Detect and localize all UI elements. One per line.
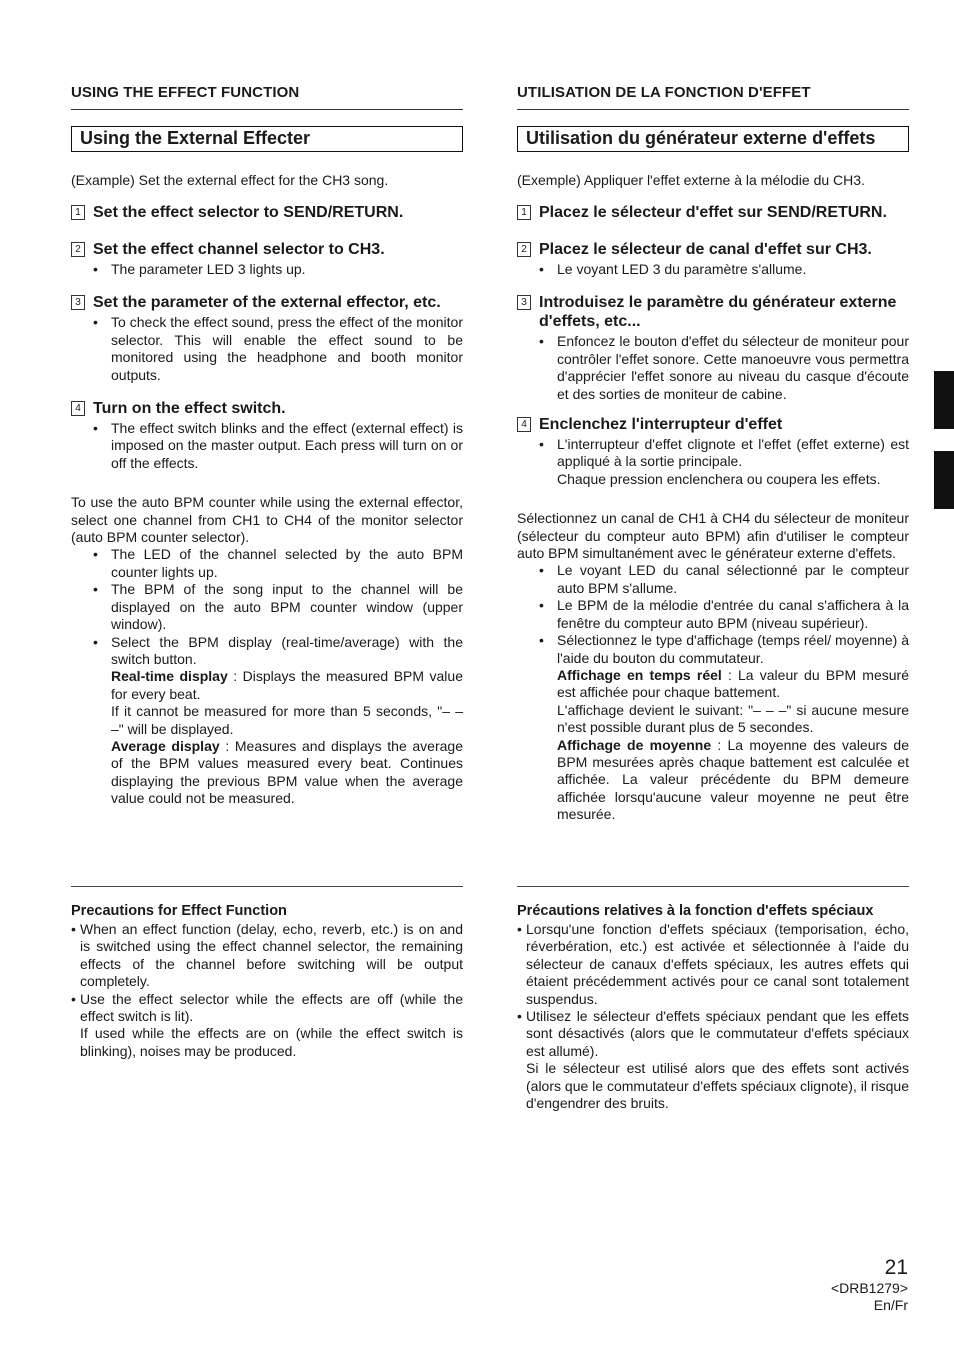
average-desc-en [71,738,463,808]
average-desc-fr [517,737,909,824]
step-heading: Placez le sélecteur d'effet sur SEND/RETURN. [539,204,887,221]
step-number-box: 3 [517,295,531,310]
step-4-en [71,399,463,472]
list-item: • L'interrupteur d'effet clignote et l'effet (effet externe) est appliqué à la sortie principale. [517,436,909,471]
step-heading: Turn on the effect switch. [93,400,286,418]
average-label: Average display [111,737,220,754]
divider-en [71,886,463,887]
precautions-note-fr: Si le sélecteur est utilisé alors que des effets sont activés (alors que le commutateur d'effets spéciaux clignote), il risque d'engendrer des bruits. [526,1060,909,1112]
step-heading: Set the effect channel selector to CH3. [93,241,385,258]
language-code: En/Fr [873,1297,908,1313]
thumb-index-tab-upper [934,371,954,429]
list-item: • Sélectionnez le type d'affichage (temps réel/ moyenne) à l'aide du bouton du commutateur. [517,632,909,667]
step-4-fr [517,415,909,488]
precautions-title-fr: Précautions relatives à la fonction d'effets spéciaux [517,903,874,919]
step-number-box: 1 [517,205,531,220]
step-number-box: 3 [71,295,85,310]
step-heading: Set the effect selector to SEND/RETURN. [93,204,404,221]
page-number: 21 [884,1256,908,1279]
realtime-note-fr: L'affichage devient le suivant: "– – –" si aucune mesure n'est possible durant plus de 5 secondes. [557,701,909,736]
step-number-box: 2 [517,242,531,257]
bpm-intro-fr: Sélectionnez un canal de CH1 à CH4 du sélecteur de moniteur (sélecteur du compteur auto BPM) afin d'utiliser le compteur auto BPM simultanément avec le générateur externe d'effets. [517,510,909,562]
realtime-note-en: If it cannot be measured for more than 5 seconds, "– – –" will be displayed. [111,703,463,737]
step-1-fr [517,203,909,222]
list-item: • The effect switch blinks and the effect (external effect) is imposed on the master output. Each press will turn on or off the effects. [71,420,463,472]
list-item: • The BPM of the song input to the channel will be displayed on the auto BPM counter window (upper window). [71,581,463,633]
step-number-box: 1 [71,205,85,220]
list-item: • Use the effect selector while the effects are off (while the effect switch is lit). [71,991,463,1026]
list-item: • Le BPM de la mélodie d'entrée du canal s'affichera à la fenêtre du compteur auto BPM (niveau supérieur). [517,597,909,632]
list-item-continuation: Chaque pression enclenchera ou coupera les effets. [557,470,881,487]
step-3-en [71,293,463,384]
step-2-fr [517,240,909,278]
page-title-fr: Utilisation du générateur externe d'effets [517,126,909,152]
section-header-fr: UTILISATION DE LA FONCTION D'EFFET [517,84,909,110]
step-2-en [71,240,463,278]
average-text: : La moyenne des valeurs de BPM mesurées après chaque battement est calculée et affichée. La valeur précédente du BPM demeure affichée lorsqu'aucune valeur moyenne ne peut être mesurée. [557,736,909,823]
realtime-text: : Displays the measured BPM value for every beat. [111,668,463,702]
realtime-label: Real-time display [111,668,228,685]
precautions-en [71,903,463,1060]
page-footer [831,1256,908,1314]
bpm-intro-en: To use the auto BPM counter while using the external effector, select one channel from CH1 to CH4 of the monitor selector (auto BPM counter selector). [71,494,463,546]
average-text: : Measures and displays the average of the BPM values measured every beat. Continues displaying the previous BPM value when the average value could not be measured. [111,737,463,807]
document-code: <DRB1279> [830,1280,908,1296]
french-column [517,84,909,824]
page-title-en: Using the External Effecter [71,126,463,152]
step-heading: Placez le sélecteur de canal d'effet sur CH3. [539,241,872,258]
precautions-fr [517,903,909,1112]
step-heading: Enclenchez l'interrupteur d'effet [539,416,783,434]
step-number-box: 4 [71,401,85,416]
list-item: • Le voyant LED du canal sélectionné par le compteur auto BPM s'allume. [517,562,909,597]
list-item: • Utilisez le sélecteur d'effets spéciaux pendant que les effets sont désactivés (alors que le commutateur d'effets spéciaux est allumé). [517,1008,909,1060]
step-number-box: 4 [517,417,531,432]
realtime-label: Affichage en temps réel [557,666,722,683]
list-item: • Select the BPM display (real-time/average) with the switch button. [71,634,463,669]
list-item: • Le voyant LED 3 du paramètre s'allume. [517,261,909,278]
divider-fr [517,886,909,887]
realtime-desc-en [71,668,463,703]
list-item: • When an effect function (delay, echo, reverb, etc.) is on and is switched using the effect channel selector, the remaining effects of the channel before switching will be output completely. [71,921,463,991]
example-text-en: (Example) Set the external effect for the CH3 song. [71,172,389,188]
step-1-en [71,203,463,222]
step-number-box: 2 [71,242,85,257]
precautions-title-en: Precautions for Effect Function [71,903,287,919]
step-heading: Introduisez le paramètre du générateur externe d'effets, etc... [539,294,897,331]
realtime-desc-fr [517,667,909,702]
thumb-index-tab-lower [934,451,954,509]
precautions-note-en: If used while the effects are on (while the effect switch is blinking), noises may be produced. [80,1025,463,1059]
list-item: • The parameter LED 3 lights up. [71,261,463,278]
step-3-fr [517,293,909,403]
english-column [71,84,463,808]
section-header-en: USING THE EFFECT FUNCTION [71,84,463,110]
realtime-text: : La valeur du BPM mesuré est affichée pour chaque battement. [557,666,909,701]
list-item: • To check the effect sound, press the effect of the monitor selector. This will enable the effect sound to be monitored using the headphone and booth monitor outputs. [71,314,463,384]
list-item: • Lorsqu'une fonction d'effets spéciaux (temporisation, écho, réverbération, etc.) est activée et sélectionnée à l'aide du sélecteur de canaux d'effets spéciaux, les autres effets qui étaient précédemment activés pour ce canal sont totalement suspendus. [517,921,909,1008]
step-heading: Set the parameter of the external effector, etc. [93,294,441,312]
list-item: • The LED of the channel selected by the auto BPM counter lights up. [71,546,463,581]
example-text-fr: (Exemple) Appliquer l'effet externe à la mélodie du CH3. [517,172,865,188]
list-item: • Enfoncez le bouton d'effet du sélecteur de moniteur pour contrôler l'effet sonore. Cette manoeuvre vous permettra d'apprécier l'effet sonore au niveau du casque d'écoute et des sorties de moniteur de cabine. [517,333,909,403]
average-label: Affichage de moyenne [557,736,712,753]
